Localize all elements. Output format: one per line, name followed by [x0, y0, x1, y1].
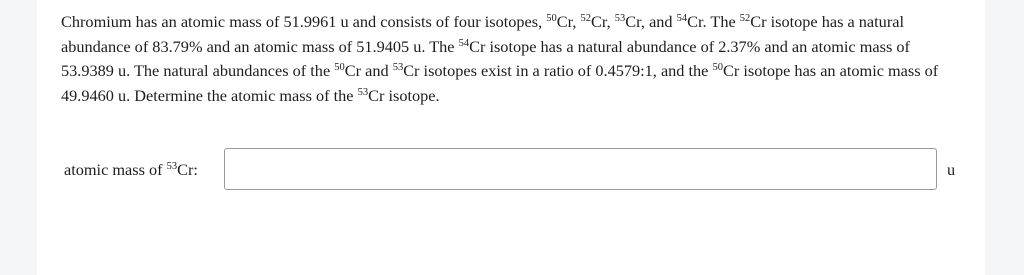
- question-segment: isotopes exist in a ratio of 0.4579:1, and the: [419, 61, 713, 80]
- element-symbol: Cr: [722, 61, 740, 80]
- element-symbol: Cr: [625, 12, 641, 31]
- question-segment: , and: [640, 12, 677, 31]
- element-symbol: Cr: [556, 12, 573, 31]
- element-symbol: Cr: [591, 12, 607, 31]
- element-symbol: Cr: [469, 36, 486, 56]
- answer-label: [64, 160, 198, 180]
- answer-row: [37, 148, 985, 192]
- isotope-superscript: 53: [357, 86, 369, 98]
- isotope-superscript: 53: [614, 13, 626, 24]
- isotope-superscript: 50: [546, 13, 557, 24]
- element-symbol: Cr: [687, 12, 703, 31]
- answer-label-element: Cr:: [177, 160, 198, 179]
- question-segment: and: [361, 61, 393, 80]
- atomic-mass-input[interactable]: [224, 148, 937, 190]
- question-segment: . The: [702, 12, 740, 31]
- answer-label-prefix: atomic mass of: [64, 160, 167, 179]
- question-segment: isotope has an atomic mass of 49.9460 u. Determine the atomic mass of the: [61, 61, 939, 105]
- element-symbol: Cr: [750, 12, 767, 31]
- question-segment: isotope has a natural abundance of 2.37% and an atomic mass of 53.9389 u. The natural abundances of the: [61, 36, 910, 80]
- isotope-superscript: 53: [392, 62, 404, 73]
- element-symbol: Cr: [403, 61, 420, 80]
- isotope-superscript: 52: [739, 13, 751, 24]
- question-segment: Chromium has an atomic mass of 51.9961 u and consists of four isotopes,: [61, 12, 547, 31]
- isotope-superscript: 54: [458, 37, 470, 49]
- isotope-superscript: 52: [580, 13, 591, 24]
- element-symbol: Cr: [344, 61, 362, 80]
- question-segment: isotope.: [384, 85, 440, 105]
- isotope-superscript: 53: [166, 161, 178, 172]
- question-card: [37, 0, 985, 275]
- isotope-superscript: 54: [676, 13, 688, 24]
- isotope-superscript: 50: [712, 62, 723, 73]
- question-segment: ,: [572, 12, 581, 31]
- question-text: [61, 10, 956, 108]
- element-symbol: Cr: [368, 85, 385, 105]
- question-segment: isotope has a natural abundance of 83.79% and an atomic mass of 51.9405 u. The: [61, 12, 904, 56]
- unit-label: u: [947, 160, 956, 179]
- question-segment: ,: [606, 12, 615, 31]
- isotope-superscript: 50: [334, 62, 345, 73]
